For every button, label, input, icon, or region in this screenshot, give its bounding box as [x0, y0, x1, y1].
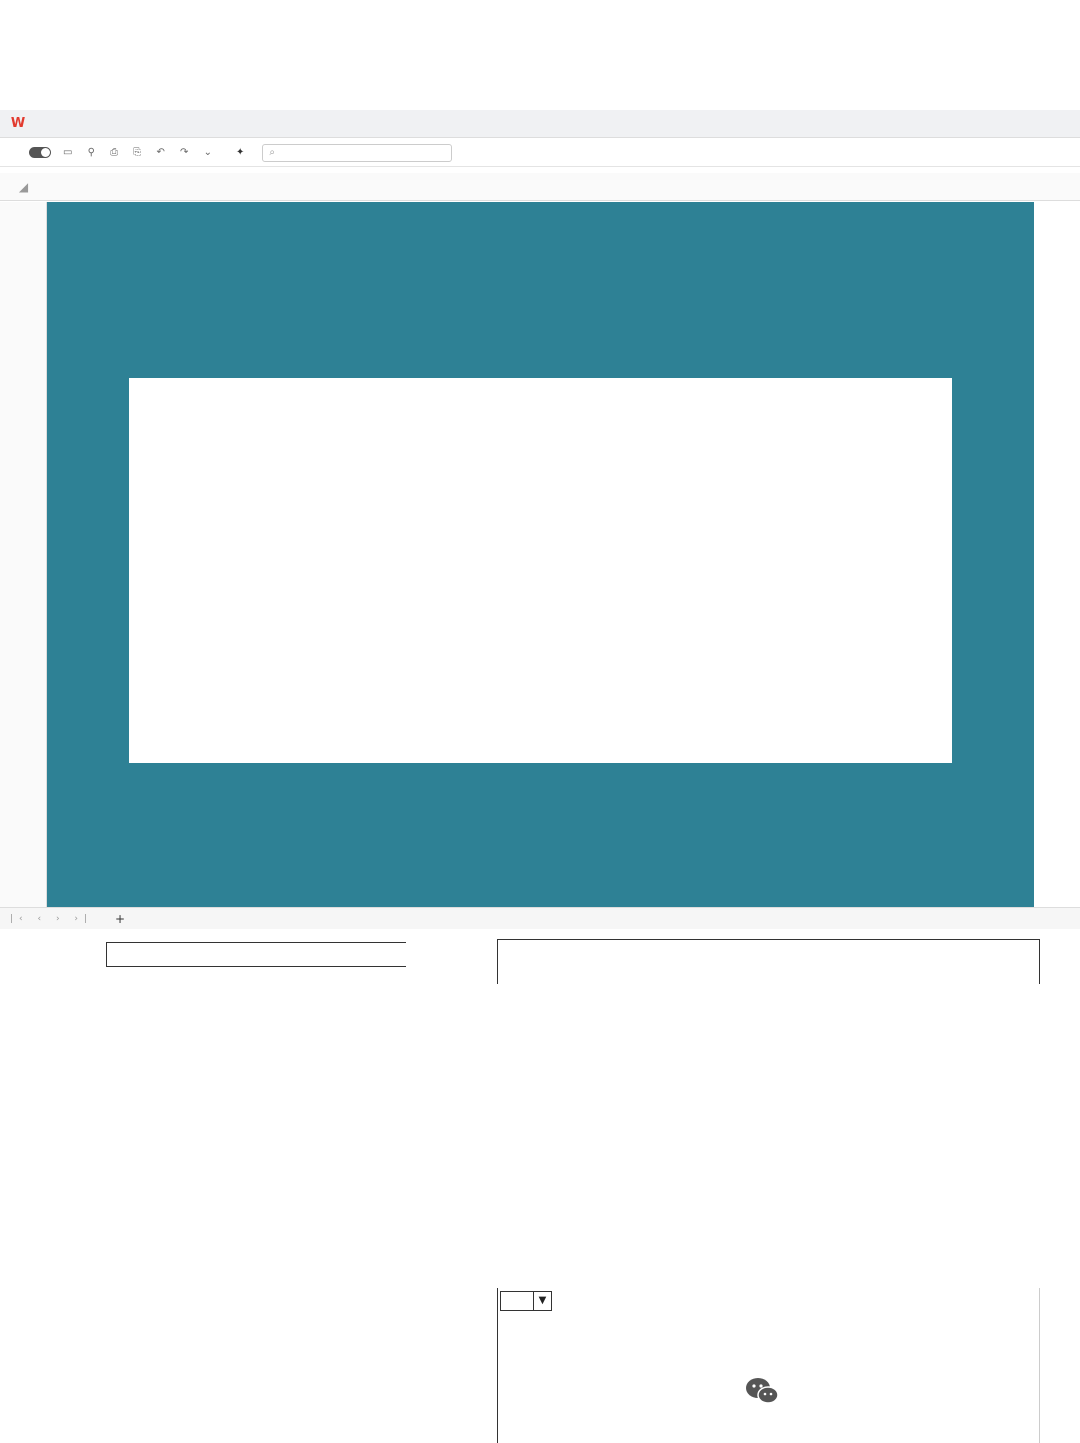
chevron-down-icon[interactable]: ▼ — [533, 1292, 551, 1310]
wps-logo-icon[interactable]: W — [10, 116, 26, 131]
subject-table-title — [107, 943, 407, 967]
autosave-label[interactable] — [26, 147, 51, 159]
wps-ai-button[interactable]: ✦ — [235, 147, 245, 158]
watermark — [744, 1376, 788, 1406]
column-header — [0, 173, 1080, 201]
chart-plot — [498, 1288, 1041, 1443]
autosave-toggle[interactable] — [29, 147, 51, 158]
add-sheet-button[interactable]: + — [115, 911, 126, 926]
income-table-title — [498, 940, 1040, 964]
dashboard-panel — [129, 378, 952, 763]
file-tab-bar — [0, 110, 1080, 138]
quick-access-icons[interactable]: ▭ ⚲ ⎙ ⎘ ↶ ↷ ⌄ — [63, 147, 218, 158]
income-analysis-table — [497, 939, 1040, 984]
year-row — [498, 964, 1040, 985]
search-icon: ⌕ — [269, 147, 275, 158]
dashboard-area — [47, 202, 1034, 907]
select-all-corner[interactable]: ◢ — [18, 180, 29, 194]
income-chart — [497, 1288, 1040, 1443]
wechat-icon — [744, 1376, 780, 1406]
sheet-nav-arrows[interactable]: |‹ ‹ › ›| — [10, 913, 94, 924]
right-nav-panel — [406, 930, 496, 1443]
page-headline — [0, 0, 1080, 108]
ribbon — [0, 139, 1080, 167]
row-header — [0, 202, 47, 907]
subject-settings-table — [106, 942, 406, 1367]
sheet-tab-bar — [0, 907, 1080, 929]
search-input[interactable] — [262, 144, 452, 162]
left-nav-panel — [0, 930, 106, 1443]
